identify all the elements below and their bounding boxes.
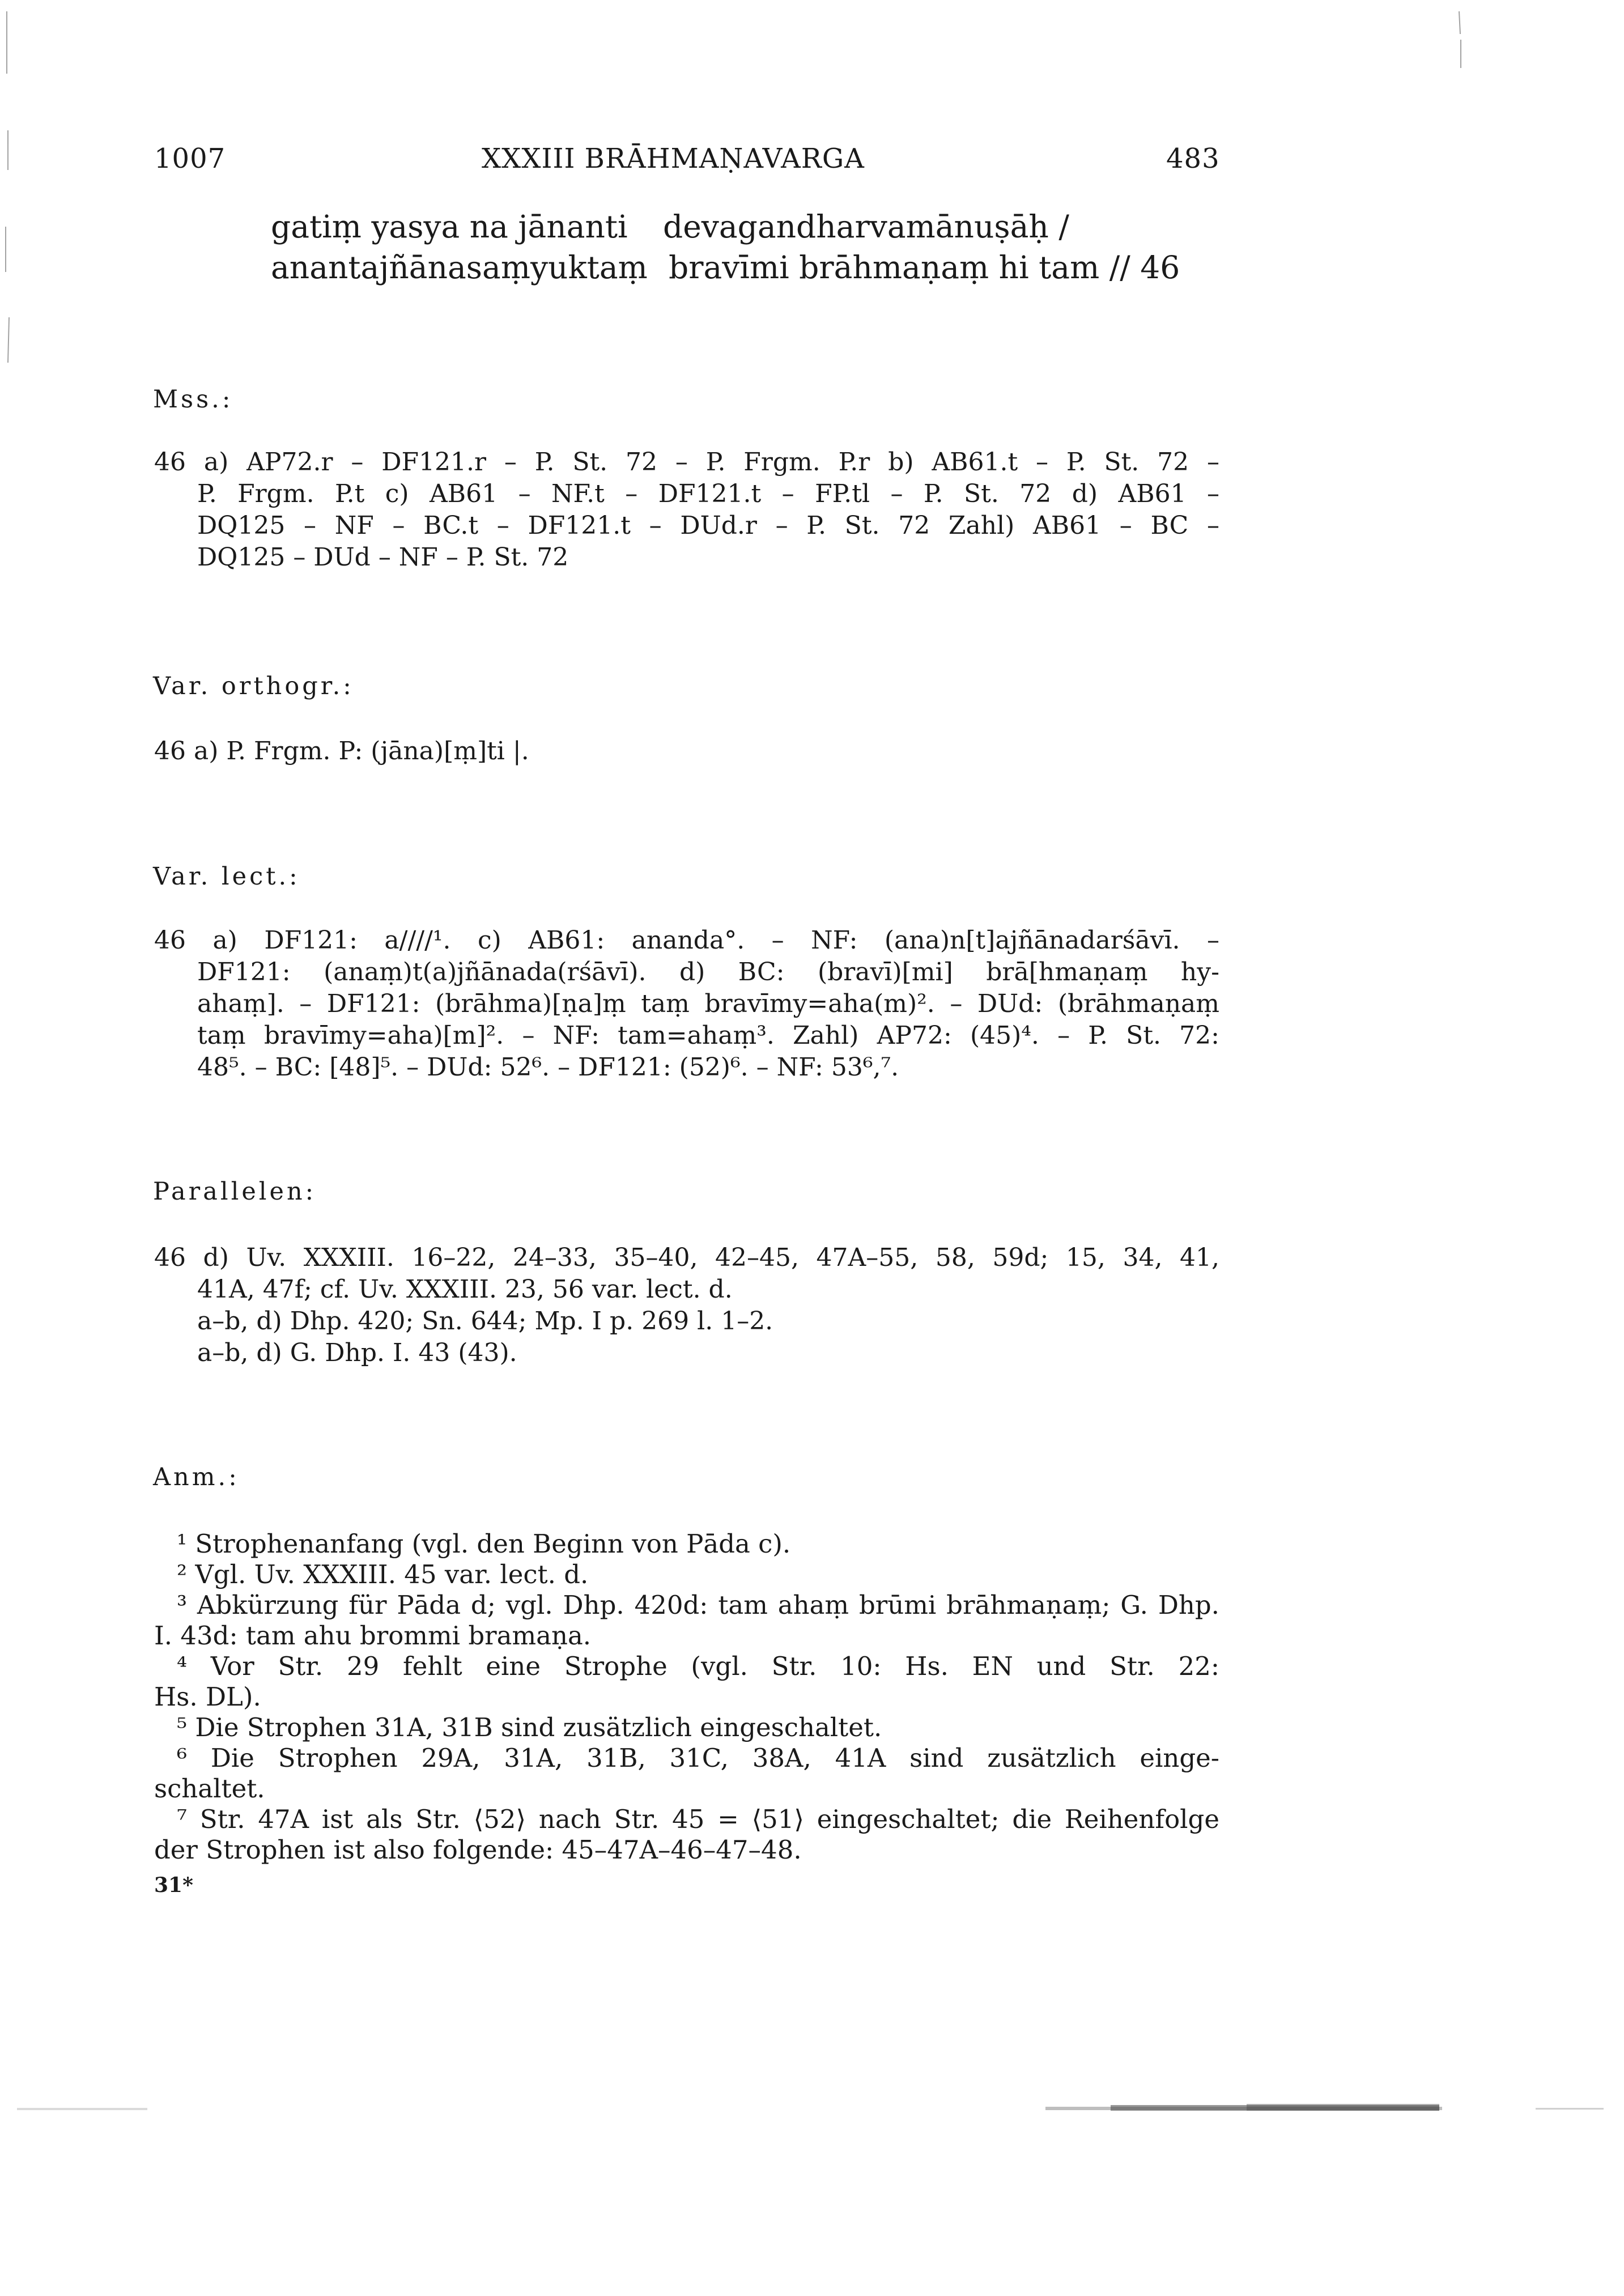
page-number: 483	[1166, 143, 1220, 175]
page-left-number: 1007	[154, 143, 226, 175]
parallelen-line-3: a–b, d) Dhp. 420; Sn. 644; Mp. I p. 269 l. 1–2.	[197, 1307, 773, 1336]
verse-line2-b: bravīmi brāhmaṇaṃ hi tam // 46	[669, 249, 1180, 286]
var-lect-line-5: 48⁵. – BC: [48]⁵. – DUd: 52⁶. – DF121: (52)⁶. – NF: 53⁶,⁷.	[197, 1053, 899, 1082]
var-lect-line-3: ahaṃ]. – DF121: (brāhma)[ṇa]ṃ taṃ bravīmy=aha(m)². – DUd: (brāhmaṇaṃ	[197, 989, 1219, 1018]
printer-signature: 31*	[154, 1873, 193, 1897]
parallelen-line-1: 46 d) Uv. XXXIII. 16–22, 24–33, 35–40, 42–45, 47A–55, 58, 59d; 15, 34, 41,	[154, 1243, 1219, 1272]
mss-line-2: P. Frgm. P.t c) AB61 – NF.t – DF121.t – FP.tl – P. St. 72 d) AB61 –	[197, 479, 1219, 508]
anm-note-4-cont: Hs. DL).	[154, 1682, 261, 1712]
anm-note-7-cont: der Strophen ist also folgende: 45–47A–46–47–48.	[154, 1835, 802, 1865]
parallelen-line-2: 41A, 47f; cf. Uv. XXXIII. 23, 56 var. lect. d.	[197, 1275, 733, 1304]
anm-note-3-cont: I. 43d: tam ahu brommi bramaṇa.	[154, 1621, 592, 1651]
anm-heading: Anm.:	[153, 1463, 240, 1491]
var-lect-line-2: DF121: (anaṃ)t(a)jñānada(rśāvī). d) BC: (bravī)[mi] brā[hmaṇaṃ hy-	[197, 958, 1219, 987]
var-lect-line-4: taṃ bravīmy=aha)[m]². – NF: tam=ahaṃ³. Zahl) AP72: (45)⁴. – P. St. 72:	[197, 1021, 1219, 1050]
var-orthogr-heading: Var. orthogr.:	[153, 672, 354, 700]
mss-line-1: 46 a) AP72.r – DF121.r – P. St. 72 – P. Frgm. P.r b) AB61.t – P. St. 72 –	[154, 448, 1219, 477]
running-title: XXXIII BRĀHMAṆAVARGA	[482, 143, 865, 175]
anm-note-3: ³ Abkürzung für Pāda d; vgl. Dhp. 420d: tam ahaṃ brūmi brāhmaṇaṃ; G. Dhp.	[177, 1590, 1219, 1620]
anm-note-4: ⁴ Vor Str. 29 fehlt eine Strophe (vgl. Str. 10: Hs. EN und Str. 22:	[177, 1651, 1219, 1681]
mss-line-3: DQ125 – NF – BC.t – DF121.t – DUd.r – P. St. 72 Zahl) AB61 – BC –	[197, 511, 1219, 540]
verse-line2-a: anantajñānasaṃyuktaṃ	[271, 249, 648, 286]
parallelen-heading: Parallelen:	[153, 1177, 317, 1206]
anm-note-7: ⁷ Str. 47A ist als Str. ⟨52⟩ nach Str. 45 = ⟨51⟩ eingeschaltet; die Reihenfolge	[177, 1804, 1219, 1834]
anm-note-6: ⁶ Die Strophen 29A, 31A, 31B, 31C, 38A, 41A sind zusätzlich einge-	[177, 1743, 1219, 1773]
mss-heading: Mss.:	[153, 385, 233, 414]
mss-line-4: DQ125 – DUd – NF – P. St. 72	[197, 543, 569, 572]
verse-line1-b: devagandharvamānuṣāḥ /	[663, 209, 1069, 245]
var-lect-heading: Var. lect.:	[153, 862, 300, 891]
anm-note-6-cont: schaltet.	[154, 1774, 265, 1804]
var-lect-line-1: 46 a) DF121: a////¹. c) AB61: ananda°. – NF: (ana)n[t]ajñānadarśāvī. –	[154, 926, 1219, 955]
verse-line1-a: gatiṃ yasya na jānanti	[271, 209, 628, 245]
anm-note-5: ⁵ Die Strophen 31A, 31B sind zusätzlich eingeschaltet.	[177, 1712, 882, 1742]
parallelen-line-4: a–b, d) G. Dhp. I. 43 (43).	[197, 1338, 517, 1367]
var-orthogr-line-1: 46 a) P. Frgm. P: (jāna)[ṃ]ti |.	[154, 737, 529, 766]
anm-note-2: ² Vgl. Uv. XXXIII. 45 var. lect. d.	[177, 1559, 589, 1589]
anm-note-1: ¹ Strophenanfang (vgl. den Beginn von Pāda c).	[177, 1529, 791, 1559]
